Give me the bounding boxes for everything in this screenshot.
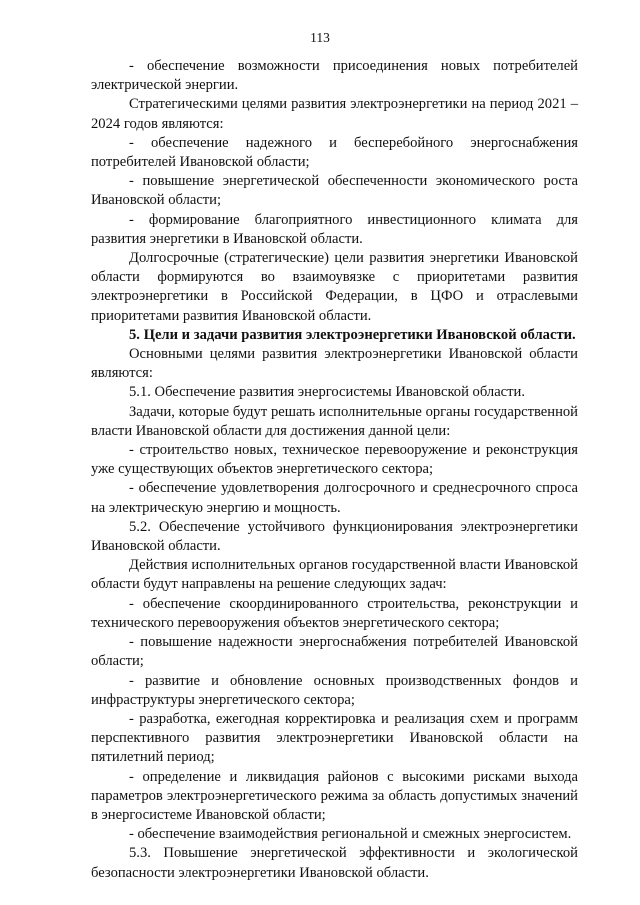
list-item: - разработка, ежегодная корректировка и реализация схем и программ перспективного развития электроэнергетики Ивановской области на пятилетний период; (91, 710, 578, 766)
list-item: - обеспечение удовлетворения долгосрочного и среднесрочного спроса на электрическую энергию и мощность. (91, 480, 578, 516)
list-item: - определение и ликвидация районов с высокими рисками выхода параметров электроэнергетического режима за область допустимых значений в энергосистеме Ивановской области; (91, 768, 578, 823)
paragraph: Действия исполнительных органов государственной власти Ивановской области будут направлены на решение следующих задач: (91, 557, 578, 593)
list-item: - обеспечение надежного и бесперебойного энергоснабжения потребителей Ивановской области; (91, 134, 578, 171)
paragraph: Стратегическими целями развития электроэнергетики на период 2021 – 2024 годов являются: (91, 96, 578, 132)
list-item: - обеспечение взаимодействия региональной и смежных энергосистем. (129, 826, 572, 843)
list-item: - повышение энергетической обеспеченности экономического роста Ивановской области; (91, 173, 578, 209)
list-item: - обеспечение возможности присоединения новых потребителей электрической энергии. (91, 58, 578, 94)
section-heading: 5. Цели и задачи развития электроэнергетики Ивановской области. (129, 326, 576, 343)
document-body (91, 57, 578, 883)
paragraph: Задачи, которые будут решать исполнительные органы государственной власти Ивановской области для достижения данной цели: (91, 403, 578, 439)
paragraph: 5.2. Обеспечение устойчивого функционирования электроэнергетики Ивановской области. (91, 518, 578, 555)
list-item: - развитие и обновление основных производственных фондов и инфраструктуры энергетического сектора; (91, 672, 578, 708)
paragraph: 5.3. Повышение энергетической эффективности и экологической безопасности электроэнергетики Ивановской области. (91, 845, 578, 881)
list-item: - обеспечение скоординированного строительства, реконструкции и технического перевооружения объектов энергетического сектора; (91, 595, 578, 631)
paragraph: Долгосрочные (стратегические) цели развития энергетики Ивановской области формируются во взаимоувязке с приоритетами развития электроэнергетики в Российской Федерации, в ЦФО и отраслевыми приоритетами развития Ивановской области. (91, 250, 578, 324)
list-item: - строительство новых, техническое перевооружение и реконструкция уже существующих объектов энергетического сектора; (91, 442, 578, 478)
list-item: - формирование благоприятного инвестиционного климата для развития энергетики в Ивановской области. (91, 211, 578, 247)
page-number: 113 (310, 30, 330, 45)
list-item: - повышение надежности энергоснабжения потребителей Ивановской области; (91, 634, 578, 670)
paragraph: 5.1. Обеспечение развития энергосистемы Ивановской области. (129, 384, 525, 401)
paragraph: Основными целями развития электроэнергетики Ивановской области являются: (91, 346, 578, 382)
